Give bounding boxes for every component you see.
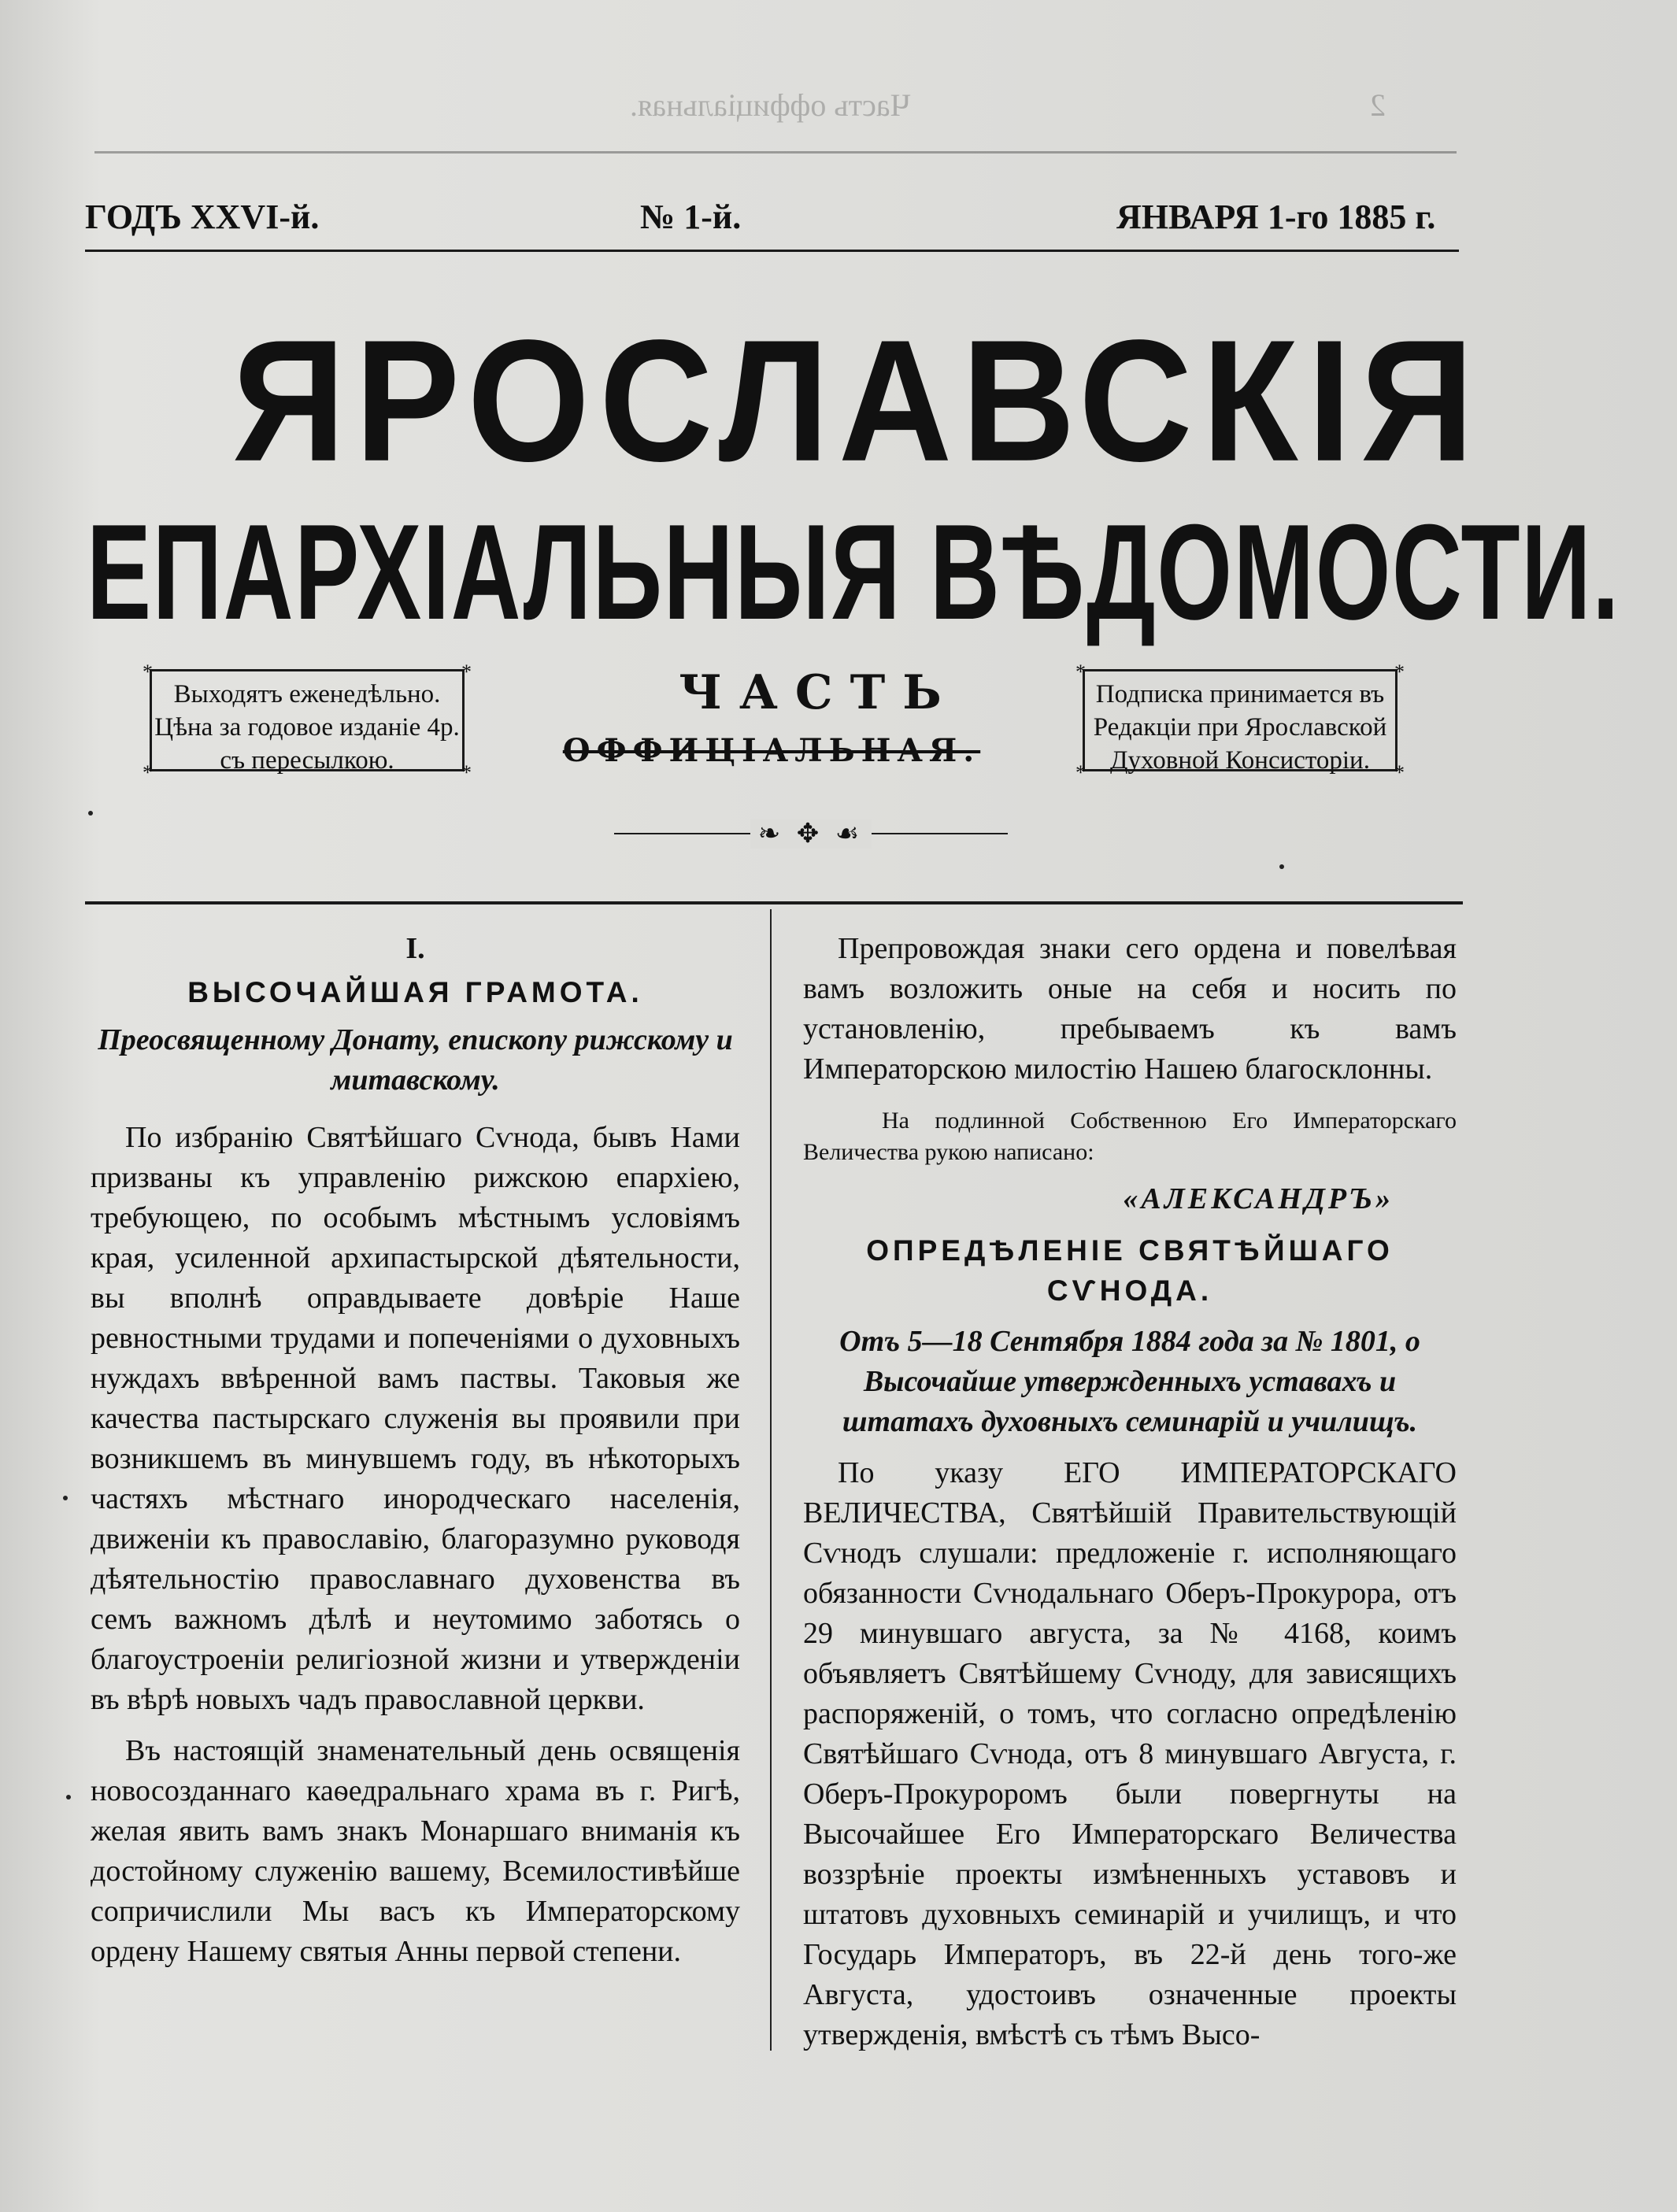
- body-paragraph: По избранію Святѣйшаго Сѵнода, бывъ Нами призваны къ управленію рижскою епархіею, требующею, по особымъ мѣстнымъ условіямъ края, усиленной архипастырской дѣятельности, вы вполнѣ оправдываете довѣріе Наше ревностными трудами и попеченіями о духовныхъ нуждахъ ввѣренной вамъ паствы. Таковыя же качества пастырскаго служенія вы проявили при возникшемъ въ минувшемъ году, въ нѣкоторыхъ частяхъ мѣстнаго инородческаго населенія, движеніи къ православію, благоразумно руководя дѣятельностію православнаго духовенства въ семъ важномъ дѣлѣ и неутомимо заботясь о благоустроеніи религіозной жизни и утвержденіи въ вѣрѣ новыхъ чадъ православной церкви.: [91, 1121, 740, 1716]
- ghost-page-number: 2: [1370, 87, 1386, 123]
- corner-star-icon: *: [461, 761, 472, 784]
- body-paragraph: Препровождая знаки сего ордена и повелѣвая вамъ возложить оные на себя и носить по установленію, пребываемъ къ вамъ Императорскою милостію Нашею благосклонны.: [803, 932, 1457, 1086]
- scan-speck: [88, 811, 93, 816]
- issue-date: ЯНВАРЯ 1-го 1885 г.: [1116, 198, 1436, 236]
- scan-speck: [63, 1496, 68, 1500]
- scan-speck: [66, 1795, 71, 1800]
- corner-star-icon: *: [1075, 660, 1086, 683]
- decree-subheading: Отъ 5—18 Сентября 1884 года за № 1801, о Высочайше утвержденныхъ уставахъ и штатахъ духовныхъ семинарій и училищъ.: [839, 1325, 1420, 1438]
- corner-star-icon: *: [1394, 761, 1405, 784]
- signature: «АЛЕКСАНДРЪ»: [1123, 1182, 1394, 1215]
- ghost-running-header: Часть оффиціальная.: [630, 87, 911, 123]
- info-line: Редакціи при Ярославской: [1093, 713, 1387, 742]
- decree-heading: ОПРЕДѢЛЕНІЕ СВЯТѢЙШАГО СѴНОДА.: [866, 1234, 1394, 1307]
- info-line: Выходятъ еженедѣльно.: [173, 680, 441, 708]
- info-line: Подписка принимается въ: [1095, 680, 1385, 708]
- masthead-rule: [85, 901, 1463, 904]
- part-label: ЧАСТЬ: [679, 665, 959, 720]
- info-line: Духовной Консисторіи.: [1110, 746, 1370, 775]
- header-rule: [85, 250, 1459, 252]
- signature-note: На подлинной Собственною Его Императорскаго Величества рукою написано:: [803, 1108, 1457, 1165]
- ghost-rule: [94, 151, 1457, 154]
- corner-star-icon: *: [461, 660, 472, 683]
- addressee: Преосвященному Донату, епископу рижскому и митавскому.: [98, 1023, 733, 1097]
- left-column: [91, 929, 740, 1983]
- corner-star-icon: *: [143, 660, 153, 683]
- corner-star-icon: *: [1075, 761, 1086, 784]
- info-line: съ пересылкою.: [220, 746, 394, 775]
- info-line: Цѣна за годовое изданіе 4р.: [154, 713, 460, 742]
- subscription-info-box: [1075, 660, 1405, 784]
- right-column: [803, 929, 1457, 2066]
- issue-year: ГОДЪ XXVI-й.: [85, 198, 320, 236]
- issue-number: № 1-й.: [640, 198, 742, 236]
- part-type-label: ОФФИЦІАЛЬНАЯ.: [562, 732, 981, 769]
- masthead-title-line1: ЯРОСЛАВСКІЯ: [232, 304, 1483, 498]
- publication-info-box: [143, 660, 472, 784]
- body-paragraph: По указу ЕГО ИМПЕРАТОРСКАГО ВЕЛИЧЕСТВА, Святѣйшій Правительствующій Сѵнодъ слушали: предложеніе г. исполняющаго обязанности Сѵнодальнаго Оберъ-Прокурора, отъ 29 минувшаго августа, за № 4168, коимъ объявляетъ Святѣйшему Сѵноду, для зависящихъ распоряженій, о томъ, что согласно опредѣленію Святѣйшаго Сѵнода, отъ 8 минувшаго Августа, г. Оберъ-Прокуроромъ были повергнуты на Высочайшее Его Императорскаго Величества воззрѣніе проекты измѣненныхъ уставовъ и штатовъ духовныхъ семинарій и училищъ, и что Государь Императоръ, въ 22-й день того-же Августа, удостоивъ означенные проекты утвержденія, вмѣстѣ съ тѣмъ Высо-: [803, 1456, 1457, 2051]
- scan-speck: [1279, 864, 1284, 869]
- section-number: I.: [405, 932, 425, 965]
- corner-star-icon: *: [143, 761, 153, 784]
- body-paragraph: Въ настоящій знаменательный день освященія новосозданнаго каѳедральнаго храма въ г. Ригѣ, желая явить вамъ знакъ Монаршаго вниманія къ достойному служенію вашему, Всемилостивѣйше сопричислили Мы васъ къ Императорскому ордену Нашему святыя Анны первой степени.: [91, 1734, 740, 1968]
- corner-star-icon: *: [1394, 660, 1405, 683]
- ornament-flourish-icon: ❧ ✥ ☙: [661, 819, 961, 850]
- section-heading: ВЫСОЧАЙШАЯ ГРАМОТА.: [187, 976, 643, 1008]
- masthead-title-line2: ЕПАРХІАЛЬНЫЯ ВѢДОМОСТИ.: [87, 495, 1621, 648]
- column-divider: [770, 909, 772, 2051]
